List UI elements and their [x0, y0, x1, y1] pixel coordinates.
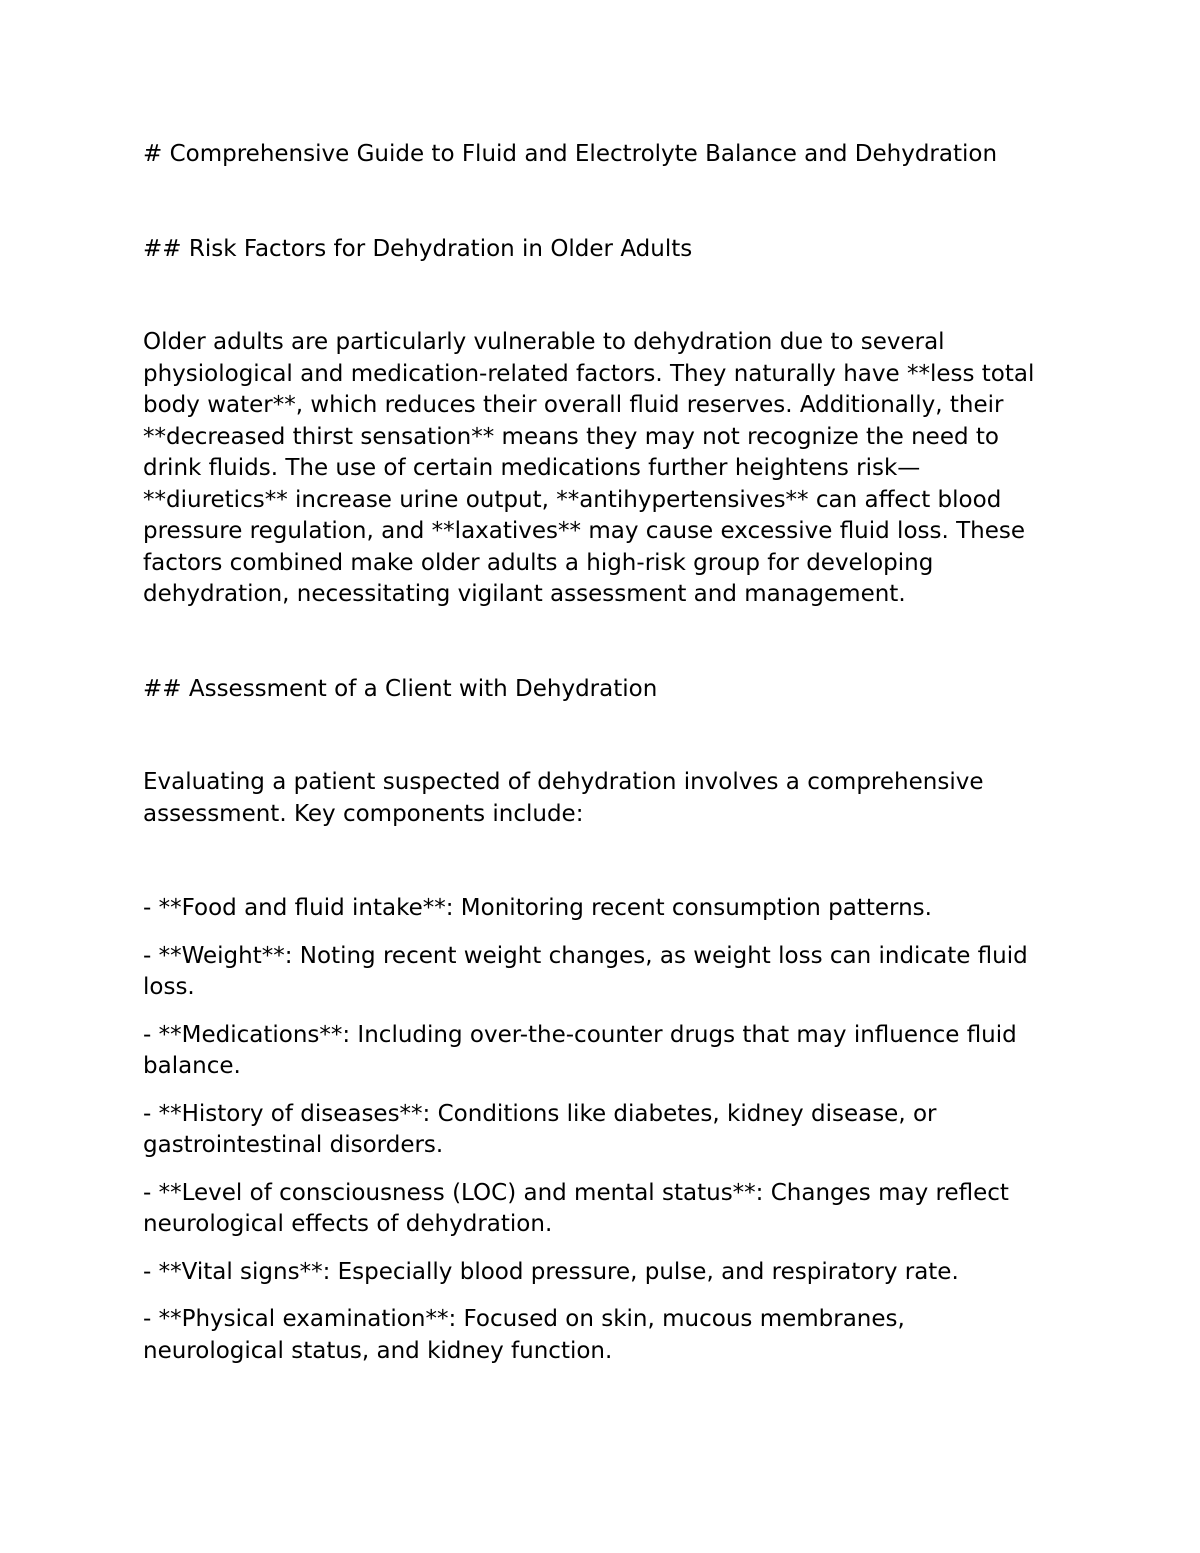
section-heading-risk-factors: ## Risk Factors for Dehydration in Older Adults — [143, 235, 693, 262]
section-heading-assessment: ## Assessment of a Client with Dehydration — [143, 675, 658, 702]
list-item-line: loss. — [143, 974, 195, 1000]
list-item — [143, 893, 1063, 925]
paragraph-line: factors combined make older adults a high-risk group for developing — [143, 549, 934, 576]
list-item-line: gastrointestinal disorders. — [143, 1132, 444, 1158]
paragraph-line: dehydration, necessitating vigilant assessment and management. — [143, 581, 906, 607]
list-item — [143, 1020, 1063, 1083]
assessment-intro — [143, 767, 1063, 830]
list-item — [143, 941, 1063, 1004]
paragraph-line: drink fluids. The use of certain medications further heightens risk— — [143, 455, 921, 481]
list-item-line: - **Medications**: Including over-the-counter drugs that may influence fluid — [143, 1021, 1017, 1048]
list-item-line: balance. — [143, 1053, 241, 1079]
paragraph-line: body water**, which reduces their overall fluid reserves. Additionally, their — [143, 392, 1004, 418]
paragraph-line: Older adults are particularly vulnerable to dehydration due to several — [143, 329, 945, 355]
list-item — [143, 1257, 1063, 1289]
intro-line: Evaluating a patient suspected of dehydration involves a comprehensive — [143, 769, 984, 795]
assessment-list — [143, 893, 1063, 1367]
risk-factors-paragraph — [143, 327, 1063, 611]
list-item — [143, 1099, 1063, 1162]
document-title: # Comprehensive Guide to Fluid and Electrolyte Balance and Dehydration — [143, 141, 998, 167]
list-item-line: - **Physical examination**: Focused on skin, mucous membranes, — [143, 1306, 905, 1332]
list-item — [143, 1178, 1063, 1241]
list-item-line: - **History of diseases**: Conditions like diabetes, kidney disease, or — [143, 1100, 937, 1127]
document-content — [143, 139, 1063, 1383]
list-item-line: - **Food and fluid intake**: Monitoring recent consumption patterns. — [143, 895, 932, 921]
paragraph-line: **decreased thirst sensation** means they may not recognize the need to — [143, 423, 999, 450]
paragraph-line: pressure regulation, and **laxatives** may cause excessive fluid loss. These — [143, 518, 1026, 544]
list-item-line: neurological status, and kidney function. — [143, 1337, 613, 1364]
intro-line: assessment. Key components include: — [143, 800, 584, 827]
list-item-line: - **Vital signs**: Especially blood pressure, pulse, and respiratory rate. — [143, 1258, 959, 1285]
list-item-line: - **Level of consciousness (LOC) and mental status**: Changes may reflect — [143, 1179, 1009, 1206]
list-item — [143, 1304, 1063, 1367]
paragraph-line: **diuretics** increase urine output, **antihypertensives** can affect blood — [143, 486, 1002, 513]
list-item-line: - **Weight**: Noting recent weight changes, as weight loss can indicate fluid — [143, 942, 1028, 969]
paragraph-line: physiological and medication-related factors. They naturally have **less total — [143, 360, 1035, 387]
list-item-line: neurological effects of dehydration. — [143, 1211, 553, 1237]
